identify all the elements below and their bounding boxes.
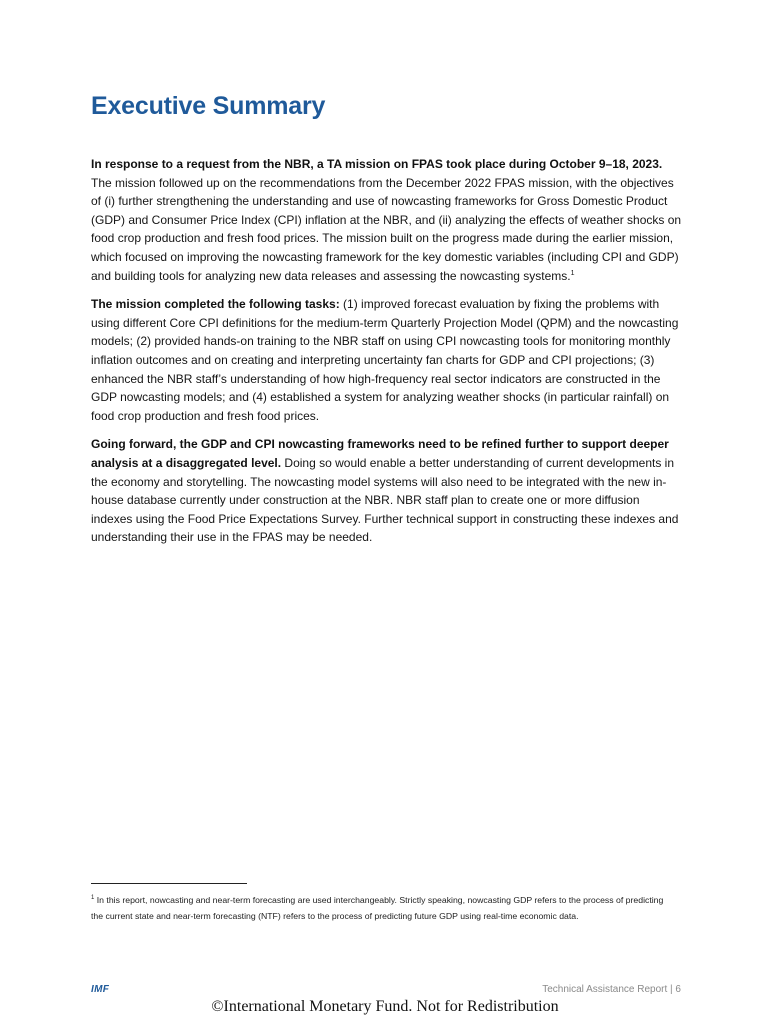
- paragraph-lead: In response to a request from the NBR, a TA mission on FPAS took place during October 9–18, 2023.: [91, 157, 663, 171]
- paragraph-text: Doing so would enable a better understanding of current developments in the economy and storytelling. The nowcasting model systems will also need to be integrated with the new in-house database currently under construction at the NBR. NBR staff plan to create one or more diffusion indexes using the Food Price Expectations Survey. Further technical support in constructing these indexes and understanding their use in the FPAS may be needed.: [91, 455, 679, 545]
- paragraph-request: [91, 155, 683, 285]
- paragraph-text: The mission followed up on the recommendations from the December 2022 FPAS mission, with the objectives of (i) further strengthening the understanding and use of nowcasting frameworks for Gross Domestic Product (GDP) and Consumer Price Index (CPI) inflation at the NBR, and (ii) analyzing the effects of weather shocks on food crop production and fresh food prices. The mission built on the progress made during the earlier mission, which focused on improving the nowcasting framework for the key domestic variables (including CPI and GDP) and building tools for analyzing new data releases and assessing the nowcasting systems.: [91, 175, 682, 283]
- footnote-reference[interactable]: 1: [570, 269, 575, 277]
- summary-body: [91, 155, 683, 557]
- paragraph-text: (1) improved forecast evaluation by fixing the problems with using different Core CPI definitions for the medium-term Quarterly Projection Model (QPM) and the nowcasting models; (2) provided hands-on training to the NBR staff on using CPI nowcasting tools for monitoring monthly inflation outcomes and on creating and interpreting uncertainty fan charts for GDP and CPI projections; (3) enhanced the NBR staff’s understanding of how high-frequency real sector indicators are constructed in the GDP nowcasting models; and (4) established a system for analyzing weather shocks (in particular rainfall) on food crop production and fresh food prices.: [91, 297, 679, 423]
- paragraph-lead: Going forward, the GDP and CPI nowcasting frameworks need to be refined further to support deeper analysis at a disaggregated level.: [91, 437, 669, 470]
- page-footer-label: Technical Assistance Report | 6: [542, 984, 681, 995]
- page-title: Executive Summary: [91, 92, 326, 120]
- imf-logo: IMF: [91, 984, 110, 995]
- paragraph-tasks: [91, 295, 683, 425]
- redistribution-notice: ©International Monetary Fund. Not for Redistribution: [211, 998, 559, 1015]
- paragraph-going-forward: [91, 435, 683, 547]
- footnote-text: In this report, nowcasting and near-term forecasting are used interchangeably. Strictly speaking, nowcasting GDP refers to the process of predicting the current state and near-term forecasting (NTF) refers to the process of predicting future GDP using real-time economic data.: [91, 895, 664, 921]
- footnote: [91, 893, 671, 924]
- footnote-divider: [91, 883, 247, 884]
- paragraph-lead: The mission completed the following tasks:: [91, 297, 340, 312]
- footnote-number: 1: [91, 895, 95, 902]
